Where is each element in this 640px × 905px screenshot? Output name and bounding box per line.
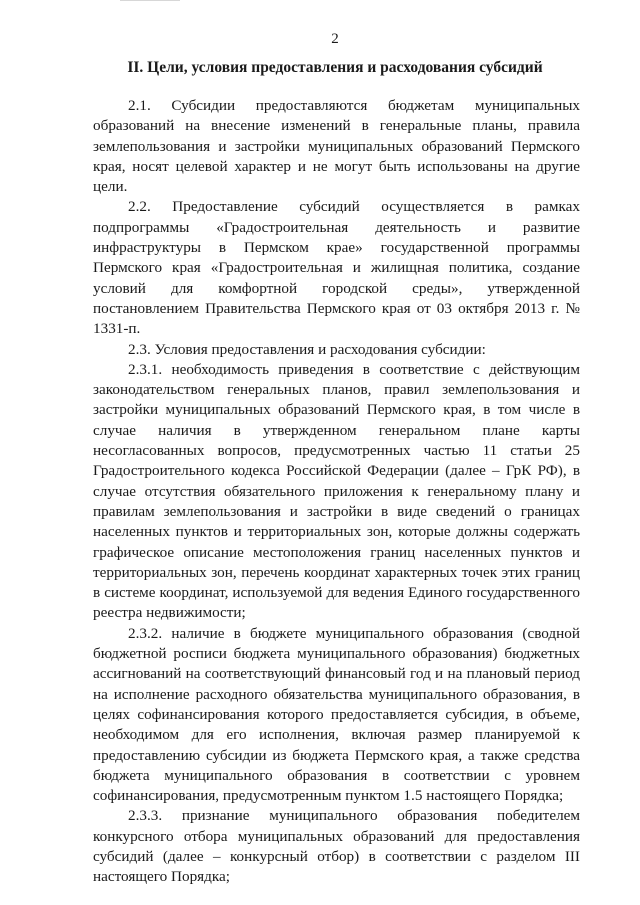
paragraph-2-3: 2.3. Условия предоставления и расходования субсидии: xyxy=(128,340,486,358)
paragraph-2-2: 2.2. Предоставление субсидий осуществляется в рамках подпрограммы «Градостроительная деятельность и развитие инфраструктуры в Пермском крае» государственной программы Пермского края «Градостроительная и жилищная политика, создание условий для комфортной городской среды», утвержденной постановлением Правительства Пермского края от 03 октября 2013 г. № 1331-п. xyxy=(93,198,580,338)
scan-artifact-mark xyxy=(120,0,180,4)
page-number: 2 xyxy=(331,31,339,47)
document-body xyxy=(93,96,580,888)
paragraph-2-1: 2.1. Субсидии предоставляются бюджетам муниципальных образований на внесение изменений в генеральные планы, правила землепользования и застройки муниципальных образований Пермского края, носят целевой характер и не могут быть использованы на другие цели. xyxy=(93,97,580,196)
section-title: II. Цели, условия предоставления и расходования субсидий xyxy=(127,59,543,76)
paragraph-2-3-1: 2.3.1. необходимость приведения в соответствие с действующим законодательством генеральных планов, правил землепользования и застройки муниципальных образований Пермского края, в том числе в случае наличия в утвержденном генеральном плане карты несогласованных вопросов, предусмотренных частью 11 статьи 25 Градостроительного кодекса Российской Федерации (далее – ГрК РФ), в случае отсутствия обязательного приложения к генеральному плану и правилам землепользования и застройки в виде сведений о границах населенных пунктов и территориальных зон, которые должны содержать графическое описание местоположения границ населенных пунктов и территориальных зон, перечень координат характерных точек этих границ в системе координат, используемой для ведения Единого государственного реестра недвижимости; xyxy=(93,360,580,622)
paragraph-2-3-3: 2.3.3. признание муниципального образования победителем конкурсного отбора муниципальных образований для предоставления субсидий (далее – конкурсный отбор) в соответствии с разделом III настоящего Порядка; xyxy=(93,807,580,886)
paragraph-2-3-2: 2.3.2. наличие в бюджете муниципального образования (сводной бюджетной росписи бюджета муниципального образования) бюджетных ассигнований на соответствующий финансовый год и на плановый период на исполнение расходного обязательства муниципального образования, в целях софинансирования которого предоставляется субсидия, в объеме, необходимом для его исполнения, включая размер планируемой к предоставлению субсидии из бюджета Пермского края, а также средства бюджета муниципального образования в соответствии с уровнем софинансирования, предусмотренным пунктом 1.5 настоящего Порядка; xyxy=(93,624,580,805)
